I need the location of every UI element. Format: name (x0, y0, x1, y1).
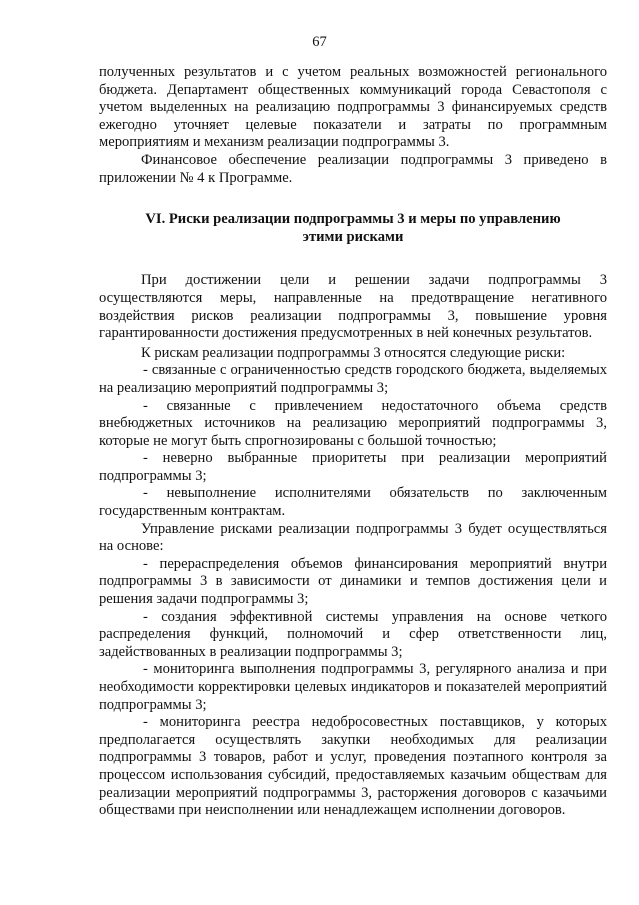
list-item-measure-redistribution: - перераспределения объемов финансирования мероприятий внутри подпрограммы 3 в зависимости от динамики и темпов достижения цели и решения задачи подпрограммы 3; (99, 555, 607, 608)
section-heading (99, 211, 607, 246)
paragraph-budget-continuation: полученных результатов и с учетом реальных возможностей регионального бюджета. Департамент общественных коммуникаций города Севастополя с учетом выделенных на реализацию подпрограммы 3 финансируемых средств ежегодно уточняет целевые показатели и затраты по программным мероприятиям и механизм реализации подпрограммы 3. (99, 64, 607, 151)
paragraph-risk-measures: При достижении цели и решении задачи подпрограммы 3 осуществляются меры, направленные на предотвращение негативного воздействия рисков реализации подпрограммы 3, повышение уровня гарантированности достижения предусмотренных в ней конечных результатов. (99, 272, 607, 342)
list-item-measure-supplier-registry: - мониторинга реестра недобросовестных поставщиков, у которых предполагается осуществлять закупки необходимых для реализации подпрограммы 3 товаров, работ и услуг, проведения поэтапного контроля за процессом использования субсидий, предоставляемых казачьим обществам для реализации мероприятий подпрограммы 3, расторжения договоров с казачьими обществами при неисполнении или ненадлежащем исполнении договоров. (99, 714, 607, 819)
paragraph-risk-list-intro: К рискам реализации подпрограммы 3 относятся следующие риски: (141, 344, 566, 361)
document-body (99, 64, 607, 820)
section-heading-line-1: VI. Риски реализации подпрограммы 3 и меры по управлению (145, 211, 561, 228)
list-item-measure-monitoring: - мониторинга выполнения подпрограммы 3, регулярного анализа и при необходимости корректировки целевых индикаторов и показателей мероприятий подпрограммы 3; (99, 661, 607, 713)
paragraph-financing-reference: Финансовое обеспечение реализации подпрограммы 3 приведено в приложении № 4 к Программе. (99, 151, 607, 186)
list-item-measure-management-system: - создания эффективной системы управления на основе четкого распределения функций, полномочий и сфер ответственности лиц, задействованных в реализации подпрограммы 3; (99, 608, 607, 660)
list-item-risk-budget: - связанные с ограниченностью средств городского бюджета, выделяемых на реализацию мероприятий подпрограммы 3; (99, 362, 607, 396)
list-item-risk-extrabudgetary: - связанные с привлечением недостаточного объема средств внебюджетных источников на реализацию мероприятий подпрограммы 3, которые не могут быть спрогнозированы с большой точностью; (99, 397, 607, 449)
list-item-risk-priorities: - неверно выбранные приоритеты при реализации мероприятий подпрограммы 3; (99, 450, 607, 484)
section-heading-line-2: этими рисками (302, 228, 404, 245)
page-number: 67 (312, 34, 327, 50)
list-item-risk-contracts: - невыполнение исполнителями обязательств по заключенным государственным контрактам. (99, 485, 607, 520)
paragraph-risk-management-intro: Управление рисками реализации подпрограммы 3 будет осуществляться на основе: (99, 520, 607, 555)
